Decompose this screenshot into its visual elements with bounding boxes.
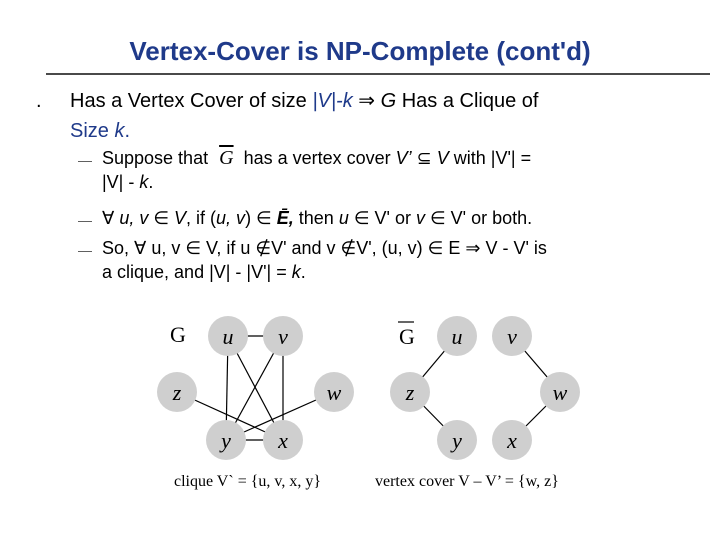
sub2-in4: ∈ [424, 208, 451, 228]
sub2-u: u [338, 208, 349, 228]
sub1-vprime: V’ [395, 148, 412, 168]
sub-dash-2: — [78, 212, 92, 228]
main-bullet-mark: . [36, 90, 42, 112]
graph-g-edges [177, 336, 334, 440]
sub1-text-b: has a vertex cover [243, 148, 396, 168]
sub2-in: ∈ [148, 208, 175, 228]
sub3-line1: So, ∀ u, v ∈ V, if u ∉V' and v ∉V', (u, v) ∈ E ⇒ V - V' is [102, 238, 547, 258]
sub2-in2: ) ∈ [245, 208, 277, 228]
main-period: . [124, 120, 131, 142]
sub2-in3: ∈ [348, 208, 375, 228]
label-u: u [222, 324, 234, 349]
graph-g-caption: clique V` = {u, v, x, y} [174, 473, 322, 490]
sub1-v: V [436, 148, 449, 168]
sub3-line2-b: . [300, 262, 306, 282]
label-u: u [451, 324, 463, 349]
label-y: y [221, 428, 231, 453]
graph-gbar-edges [410, 336, 560, 440]
label-x: x [278, 428, 288, 453]
implies-symbol: ⇒ [352, 90, 381, 112]
label-w: w [326, 380, 342, 405]
sub1-text-e: with |V'| = [448, 148, 532, 168]
label-z: z [172, 380, 182, 405]
sub3-k: k [291, 262, 301, 282]
sub3-line2-a: a clique, and |V| - |V'| = [102, 262, 292, 282]
graph-g-name: G [170, 322, 186, 347]
graph-gbar-caption: vertex cover V – V’ = {w, z} [375, 473, 559, 490]
sub1-line2-a: |V| - [102, 172, 140, 192]
complement-graph-symbol: $\overline{G}$ [219, 147, 234, 169]
main-k: k [114, 120, 125, 142]
main-graph-g: G [380, 90, 397, 112]
sub2-then: then [293, 208, 339, 228]
graph-gbar-name: G [399, 324, 415, 349]
label-v: v [507, 324, 517, 349]
sub2-v: V [174, 208, 187, 228]
sub2-uv2: u, v [216, 208, 246, 228]
sub-dash-1: — [78, 152, 92, 168]
sub1-k: k [139, 172, 149, 192]
main-text-2: Has a Clique of [396, 90, 539, 112]
graph-gbar-nodes [390, 316, 580, 460]
sub2-ebar: Ē, [276, 208, 294, 228]
slide-title: Vertex-Cover is NP-Complete (cont'd) [129, 36, 591, 66]
sub2-vprime-or: V' or [374, 208, 416, 228]
label-z: z [405, 380, 415, 405]
main-text-3: Size [70, 120, 115, 142]
label-w: w [552, 380, 568, 405]
main-text-1: Has a Vertex Cover of size [70, 90, 313, 112]
label-v: v [278, 324, 288, 349]
sub2-uv: u, v [119, 208, 149, 228]
sub2-forall: ∀ [102, 208, 120, 228]
label-x: x [507, 428, 517, 453]
sub1-line2-b: . [148, 172, 154, 192]
sub2-if: , if ( [186, 208, 217, 228]
sub2-end: V' or both. [450, 208, 533, 228]
label-y: y [452, 428, 462, 453]
sub-dash-3: — [78, 242, 92, 258]
sub2-v2: v [415, 208, 425, 228]
sub1-text-a: Suppose that [102, 148, 209, 168]
sub1-subseteq: ⊆ [411, 148, 437, 168]
main-size-expr: |V|-k [312, 90, 353, 112]
